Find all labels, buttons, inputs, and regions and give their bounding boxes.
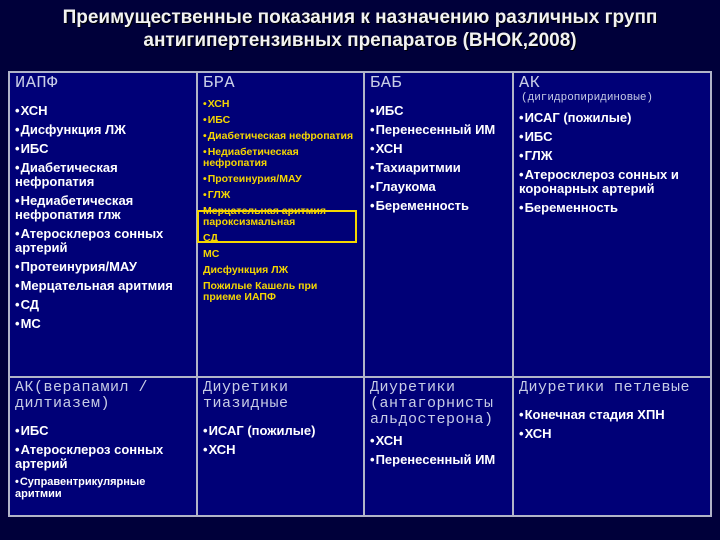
list-item: • ХСН — [370, 142, 507, 156]
list-item: • Недиабетическая нефропатия — [203, 147, 358, 169]
cell-thiazide — [198, 378, 363, 464]
list-item: • Протеинурия/МАУ — [15, 260, 191, 274]
column-header: Диуретики петлевые — [519, 379, 691, 396]
list-item: • Суправентрикулярные аритмии — [15, 476, 191, 500]
indication-list — [519, 408, 705, 441]
column-header: Диуретики тиазидные — [203, 379, 289, 412]
list-item: • ГЛЖ — [203, 190, 358, 201]
list-item: • Тахиаритмии — [370, 161, 507, 175]
list-item: • ХСН — [15, 104, 191, 118]
list-item: • Мерцательная аритмия — [15, 279, 191, 293]
list-item: • ИСАГ (пожилые) — [203, 424, 358, 438]
list-item: • СД — [15, 298, 191, 312]
cell-ak-dhp — [514, 73, 710, 222]
list-item: • ИБС — [15, 142, 191, 156]
list-item: • ИБС — [370, 104, 507, 118]
list-item: • ИБС — [203, 115, 358, 126]
indication-list — [370, 434, 507, 467]
indication-list — [203, 99, 358, 303]
list-item: • Беременность — [519, 201, 705, 215]
cell-bab — [365, 73, 512, 220]
list-item: Мерцательная аритмия пароксизмальная — [203, 205, 326, 228]
list-item: • Перенесенный ИМ — [370, 453, 507, 467]
column-header: Диуретики (антагорнисты альдостерона) — [370, 379, 494, 428]
cell-ak-verapamil — [10, 378, 196, 507]
list-item: • Глаукома — [370, 180, 507, 194]
indication-list — [519, 111, 705, 215]
list-item: • Конечная стадия ХПН — [519, 408, 705, 422]
list-item: • Диабетическая нефропатия — [203, 131, 358, 142]
column-subheader: (дигидропиридиновые) — [521, 92, 654, 104]
list-item: • Протеинурия/МАУ — [203, 174, 358, 185]
column-header: БАБ — [370, 74, 403, 93]
title-line-2: антигипертензивных препаратов (ВНОК,2008) — [143, 30, 577, 51]
list-item: • ХСН — [370, 434, 507, 448]
list-item: • МС — [15, 317, 191, 331]
cell-bra — [198, 73, 363, 310]
indications-table — [8, 71, 712, 517]
slide-title — [0, 6, 720, 52]
list-item: Пожилые Кашель при приеме ИАПФ — [203, 280, 318, 303]
list-item: Дисфункция ЛЖ — [203, 264, 289, 276]
column-header: АК(верапамил / дилтиазем) — [15, 379, 149, 412]
cell-iapf — [10, 73, 196, 338]
list-item: МС — [203, 248, 220, 260]
list-item: СД — [203, 232, 218, 244]
indication-list — [370, 104, 507, 213]
list-item: • Дисфункция ЛЖ — [15, 123, 191, 137]
title-line-1: Преимущественные показания к назначению различных групп — [62, 7, 658, 28]
list-item: • Атеросклероз сонных артерий — [15, 227, 191, 255]
column-header: АК — [519, 74, 541, 93]
list-item: • ХСН — [203, 99, 358, 110]
list-item: • Беременность — [370, 199, 507, 213]
list-item: • Атеросклероз сонных артерий — [15, 443, 191, 471]
list-item: • Перенесенный ИМ — [370, 123, 507, 137]
column-header: БРА — [203, 74, 236, 93]
indication-list — [15, 424, 191, 500]
indication-list — [203, 424, 358, 457]
cell-aldosterone — [365, 378, 512, 474]
list-item: • Диабетическая нефропатия — [15, 161, 191, 189]
list-item: • ХСН — [519, 427, 705, 441]
column-header: ИАПФ — [15, 74, 58, 93]
list-item: • ИБС — [15, 424, 191, 438]
indication-list — [15, 104, 191, 331]
list-item: • Атеросклероз сонных и коронарных артерий — [519, 168, 705, 196]
list-item: • ГЛЖ — [519, 149, 705, 163]
list-item: • Недиабетическая нефропатия глж — [15, 194, 191, 222]
glzh-highlight-box — [197, 210, 357, 243]
list-item: • ИСАГ (пожилые) — [519, 111, 705, 125]
list-item: • ИБС — [519, 130, 705, 144]
cell-loop — [514, 378, 710, 448]
list-item: • ХСН — [203, 443, 358, 457]
